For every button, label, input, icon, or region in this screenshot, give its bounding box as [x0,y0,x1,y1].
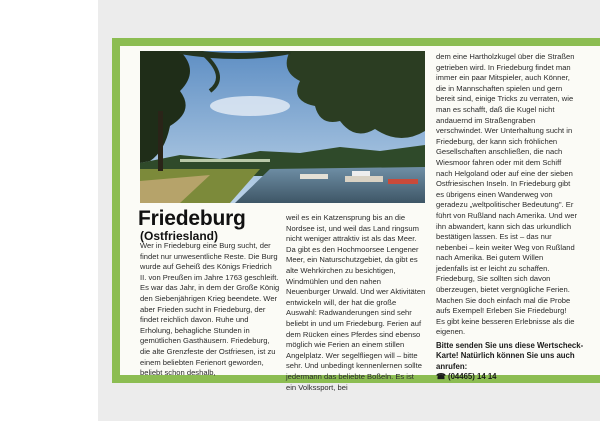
river-landscape-image [140,51,425,203]
text-column-1: Wer in Friedeburg eine Burg sucht, der findet nur unwesentliche Reste. Die Burg wurde auf Geheiß des Königs Friedrich II. von Preußen im Jahre 1763 geschleift. Es war das Jahr, in dem der Große König den Siebenjährigen Krieg beendete. Wer aber Frieden sucht in Friedeburg, der findet reichlich davon. Ruhe und Erholung, behagliche Stunden in gemütlichen Gasthäusern. Friedeburg, die alte Grenzfeste der Ostfriesen, ist zu einem beliebten Ferienort geworden, beliebt schon deshalb, [140,241,280,378]
call-to-action [436,341,586,383]
postcard [112,38,600,392]
phone-number: (04465) 14 14 [447,372,497,382]
page-title: Friedeburg [138,207,246,230]
river-photo [140,51,425,203]
postcard-paper [120,46,600,392]
page-subtitle: (Ostfriesland) [140,229,219,243]
text-column-2: weil es ein Katzensprung bis an die Nordsee ist, und weil das Land ringsum nicht weniger attraktiv ist als das Meer. Da gibt es den Hochmoorsee Lengener Meer, ein Naturschutzgebiet, da gibt es alte Wehrkirchen zu besichtigen, Windmühlen und den nahen Neuenburger Urwald. Und wer Aktivitäten entwickeln will, der hat die große Auswahl: Radwanderungen sind sehr beliebt in und um Friedeburg. Ferien auf dem Rücken eines Pferdes sind ebenso möglich wie Ferien an einem stillen Angelplatz. Wer segelfliegen will – bitte sehr. Und unbedingt kennenlernen sollte jedermann das beliebte Boßeln. Es ist ein Volkssport, bei [286,213,426,392]
call-to-action-text: Bitte senden Sie uns diese Wertscheck-Karte! Natürlich können Sie uns auch anrufen: [436,341,584,371]
text-column-3: dem eine Hartholzkugel über die Straßen getrieben wird. In Friedeburg findet man immer ein paar Mitspieler, auch Könner, die in Mannschaften spielen und gern bereit sind, einige Tricks zu verraten, wie man es schafft, daß die Kugel nicht andauernd im Straßengraben verschwindet. Wer Unterhaltung sucht in Friedeburg, der kann sich fröhlichen Gesellschaften anschließen, die nach Wiesmoor fahren oder mit dem Schiff nach Helgoland oder auf eine der sieben Ostfriesischen Inseln. In Friedeburg gibt es übrigens einen Wanderweg von geradezu „weltpolitischer Bedeutung". Er führt von Rußland nach Amerika. Und wer ihn abwandert, kann sich das urkundlich bestätigen lassen. Es ist – das nur nebenbei – kein weiter Weg von Rußland nach Amerika. Bei gutem Willen jedenfalls ist er leicht zu schaffen. Friedeburg, Sie sollten sich davon überzeugen, bietet vergnügliche Ferien. Machen Sie doch einfach mal die Probe aufs Exempel! Erleben Sie Friedeburg! Es gibt keine besseren Erlebnisse als die eigenen. [436,52,577,337]
phone-line [436,372,586,382]
telephone-icon: ☎ [436,372,446,382]
left-margin [0,0,98,421]
